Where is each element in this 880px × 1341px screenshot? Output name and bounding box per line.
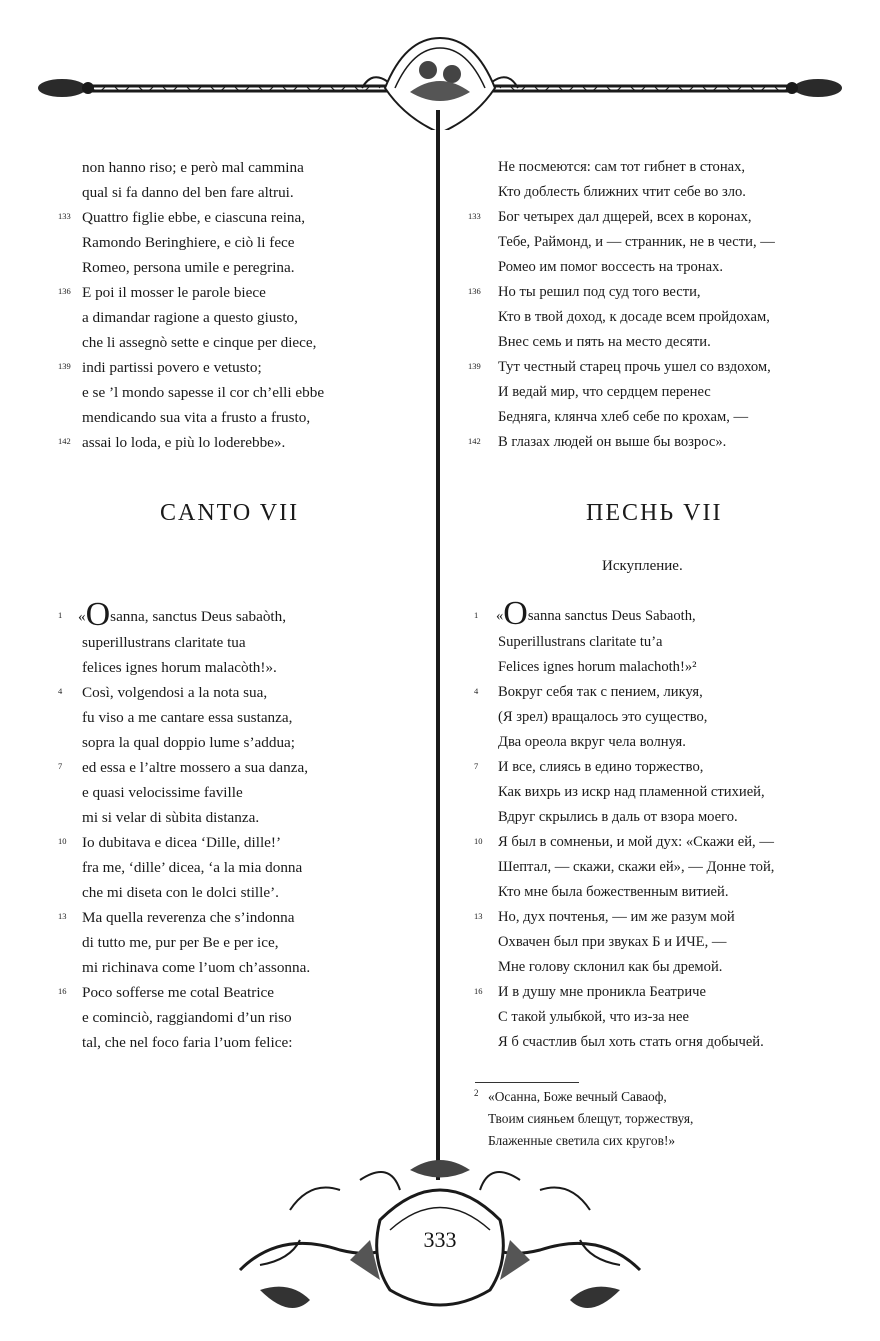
verse-line: Как вихрь из искр над пламенной стихией, <box>498 784 765 800</box>
verse-line: Не посмеются: сам тот гибнет в стонах, <box>498 159 746 175</box>
first-line-rest: sanna, sanctus Deus sabaòth, <box>110 608 287 625</box>
verse-number: 7 <box>58 761 63 771</box>
verse-line: mi richinava come l’uom ch’assonna. <box>82 959 311 976</box>
verse-number: 139 <box>58 361 71 371</box>
verse-line: Felices ignes horum malachoth!»² <box>498 659 697 675</box>
verse-line: И все, слиясь в едино торжество, <box>498 759 704 775</box>
verse-number: 139 <box>468 361 481 371</box>
verse-line: Così, volgendosi a la nota sua, <box>82 684 268 701</box>
verse-line: Охвачен был при звуках Б и ИЧЕ, — <box>498 934 727 950</box>
verse-line: Но, дух почтенья, — им же разум мой <box>498 909 735 925</box>
verse-line: che li assegnò sette e cinque per diece, <box>82 334 317 351</box>
verse-line: С такой улыбкой, что из-за нее <box>498 1009 690 1025</box>
verse-number: 13 <box>58 911 67 921</box>
footnote-line: «Осанна, Боже вечный Саваоф, <box>488 1089 667 1104</box>
verse-line: Вокруг себя так с пением, ликуя, <box>498 684 703 700</box>
verse-number: 133 <box>468 211 481 221</box>
verse-line-first <box>78 596 287 633</box>
verse-line: И ведай мир, что сердцем перенес <box>498 384 711 400</box>
verse-number: 13 <box>474 911 483 921</box>
verse-line: Но ты решил под суд того вести, <box>498 284 701 300</box>
drop-cap: O <box>85 596 111 633</box>
verse-number: 142 <box>468 436 481 446</box>
verse-line: di tutto me, pur per Be e per ice, <box>82 934 279 951</box>
verse-number: 4 <box>58 686 63 696</box>
verse-number: 133 <box>58 211 71 221</box>
footnote-rule <box>475 1082 579 1083</box>
verse-line: a dimandar ragione a questo giusto, <box>82 309 298 326</box>
verse-line: ed essa e l’altre mossero a sua danza, <box>82 759 309 776</box>
verse-line: Бог четырех дал дщерей, всех в коронах, <box>498 209 752 225</box>
verse-line: e cominciò, raggiandomi d’un riso <box>82 1009 292 1026</box>
verse-line: e quasi velocissime faville <box>82 784 243 801</box>
verse-line: Кто в твой доход, к досаде всем пройдохам, <box>498 309 770 325</box>
footnote-line: Твоим сияньем блещут, торжествуя, <box>488 1111 694 1126</box>
open-quote: « <box>496 608 504 624</box>
verse-number: 142 <box>58 436 71 446</box>
verse-line: superillustrans claritate tua <box>82 634 246 651</box>
canto-title: ПЕСНЬ VII <box>586 500 723 526</box>
canto-subtitle: Искупление. <box>602 558 683 574</box>
footnote-mark: 2 <box>474 1088 479 1098</box>
verse-line: Бедняга, клянча хлеб себе по крохам, — <box>498 409 749 425</box>
verse-line: Мне голову склонил как бы дремой. <box>498 959 723 975</box>
verse-line: Тебе, Раймонд, и — странник, не в чести, — <box>498 234 775 250</box>
open-quote: « <box>78 608 86 625</box>
verse-line: Кто доблесть ближних чтит себе во зло. <box>498 184 746 200</box>
verse-line-first <box>496 595 696 632</box>
verse-line: Вдруг скрылись в даль от взора моего. <box>498 809 738 825</box>
page-number: 333 <box>423 1227 457 1252</box>
verse-line: Romeo, persona umile e peregrina. <box>82 259 295 276</box>
verse-line: indi partissi povero e vetusto; <box>82 359 262 376</box>
verse-number: 136 <box>58 286 71 296</box>
verse-line: sopra la qual doppio lume s’addua; <box>82 734 295 751</box>
top-ornament <box>0 30 880 130</box>
verse-number: 4 <box>474 686 479 696</box>
drop-cap: О <box>503 595 528 632</box>
verse-line: mendicando sua vita a frusto a frusto, <box>82 409 311 426</box>
verse-line: Superillustrans claritate tu’a <box>498 634 663 650</box>
verse-line: mi si velar di sùbita distanza. <box>82 809 260 826</box>
verse-line: В глазах людей он выше бы возрос». <box>498 434 727 450</box>
footnote-line: Блаженные светила сих кругов!» <box>488 1133 676 1148</box>
verse-line: Я был в сомненьи, и мой дух: «Скажи ей, — <box>498 834 774 850</box>
verse-number: 16 <box>474 986 483 996</box>
verse-line: qual si fa danno del ben fare altrui. <box>82 184 294 201</box>
verse-number: 136 <box>468 286 481 296</box>
verse-number: 1 <box>58 610 63 620</box>
center-divider <box>436 110 440 1180</box>
verse-line: Quattro figlie ebbe, e ciascuna reina, <box>82 209 306 226</box>
verse-line: Два ореола вкруг чела волнуя. <box>498 734 686 750</box>
verse-line: Шептал, — скажи, скажи ей», — Донне той, <box>498 859 775 875</box>
verse-line: Я б счастлив был хоть стать огня добычей. <box>498 1034 764 1050</box>
verse-line: Ma quella reverenza che s’indonna <box>82 909 295 926</box>
verse-line: Io dubitava e dicea ‘Dille, dille!’ <box>82 834 282 851</box>
verse-line: Poco sofferse me cotal Beatrice <box>82 984 275 1001</box>
verse-line: (Я зрел) вращалось это существо, <box>498 709 708 725</box>
verse-number: 10 <box>58 836 67 846</box>
verse-line: e se ’l mondo sapesse il cor ch’elli ebbe <box>82 384 325 401</box>
verse-number: 16 <box>58 986 67 996</box>
verse-line: И в душу мне проникла Беатриче <box>498 984 706 1000</box>
first-line-rest: sanna sanctus Deus Sabaoth, <box>527 608 696 624</box>
verse-line: Ramondo Beringhiere, e ciò li fece <box>82 234 295 251</box>
verse-line: non hanno riso; e però mal cammina <box>82 159 304 176</box>
verse-line: felices ignes horum malacòth!». <box>82 659 277 676</box>
verse-line: Внес семь и пять на место десяти. <box>498 334 711 350</box>
verse-line: Кто мне была божественным витией. <box>498 884 729 900</box>
canto-title: CANTO VII <box>160 500 300 526</box>
verse-number: 7 <box>474 761 479 771</box>
verse-number: 10 <box>474 836 483 846</box>
verse-line: Тут честный старец прочь ушел со вздохом, <box>498 359 771 375</box>
verse-line: fra me, ‘dille’ dicea, ‘a la mia donna <box>82 859 303 876</box>
verse-line: assai lo loda, e più lo loderebbe». <box>82 434 286 451</box>
verse-line: Ромео им помог воссесть на тронах. <box>498 259 724 275</box>
verse-line: fu viso a me cantare essa sustanza, <box>82 709 293 726</box>
verse-line: E poi il mosser le parole biece <box>82 284 266 301</box>
verse-line: tal, che nel foco faria l’uom felice: <box>82 1034 293 1051</box>
verse-number: 1 <box>474 610 479 620</box>
verse-line: che mi diseta con le dolci stille’. <box>82 884 279 901</box>
